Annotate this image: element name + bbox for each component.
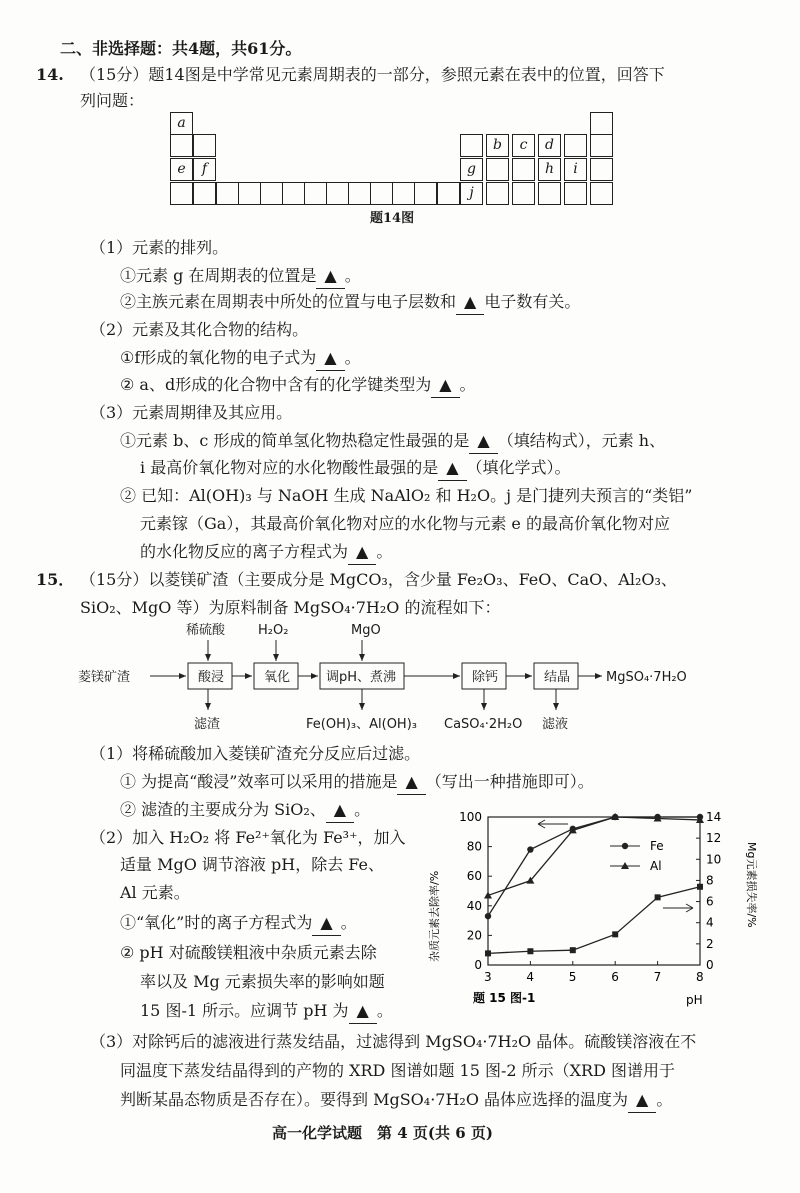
cell-i: i (564, 158, 587, 181)
y-right-tick-label: 12 (706, 831, 722, 846)
chart-ylabel-left: 杂质元素去除率/% (428, 870, 441, 962)
q15-part1-1 (120, 770, 594, 795)
cell-he (590, 112, 613, 135)
cell-r4-6 (282, 182, 305, 205)
flow-output-3: CaSO₄·2H₂O (444, 717, 523, 732)
cell-r4-9 (348, 182, 371, 205)
ph-effect-chart (418, 800, 763, 1010)
text: 的水化物反应的离子方程式为 (140, 542, 349, 561)
q15-part1-2 (120, 798, 370, 823)
y-right-tick-label: 6 (706, 894, 714, 909)
q14-part1-2 (120, 290, 580, 315)
flow-step-4: 除钙 (472, 670, 499, 685)
cell-r4-11 (392, 182, 415, 205)
q15-part3-l1: （3）对除钙后的滤液进行蒸发结晶，过滤得到 MgSO₄·7H₂O 晶体。硫酸镁溶液在不 (90, 1032, 697, 1051)
q14-intro-line1: （15分）题14图是中学常见元素周期表的一部分，参照元素在表中的位置，回答下 (80, 65, 665, 84)
period: 。 (340, 913, 357, 932)
process-flowchart (0, 620, 800, 738)
y-right-tick-label: 4 (706, 915, 714, 930)
text: ①“氧化”时的离子方程式为 (120, 913, 313, 932)
cell-r4-10 (370, 182, 393, 205)
cell-r4-16 (538, 182, 561, 205)
period: 。 (354, 800, 371, 819)
data-point-fe (527, 846, 533, 852)
cell-f: f (193, 158, 216, 181)
q15-part2-1 (120, 911, 357, 936)
q14-part2-1 (120, 346, 361, 371)
text: 电子数有关。 (484, 292, 581, 311)
answer-blank[interactable]: ▲ (326, 798, 354, 823)
period: 。 (344, 348, 361, 367)
data-point-mg (527, 948, 533, 954)
cell-r2-18 (590, 134, 613, 157)
series-line-fe (488, 817, 700, 916)
period: 。 (376, 1001, 393, 1020)
cell-r2-17 (564, 134, 587, 157)
series-line-mg (488, 887, 700, 954)
cell-c: c (512, 134, 535, 157)
q15-part3-l3 (120, 1088, 672, 1113)
flow-output-2: Fe(OH)₃、Al(OH)₃ (306, 717, 417, 732)
x-tick-label: 6 (611, 970, 619, 984)
x-tick-label: 8 (696, 970, 704, 984)
text: ② 滤渣的主要成分为 SiO₂、 (120, 800, 326, 819)
flow-step-5: 结晶 (544, 670, 571, 685)
text: （写出一种措施即可）。 (425, 772, 594, 791)
y-left-tick-label: 20 (466, 928, 482, 943)
cell-r4-5 (260, 182, 283, 205)
chart-ylabel-right: Mg元素损失率/% (745, 842, 758, 928)
cell-b: b (486, 134, 509, 157)
q15-part2-l1: （2）加入 H₂O₂ 将 Fe²⁺氧化为 Fe³⁺，加入 (90, 828, 406, 847)
q14-part1: （1）元素的排列。 (90, 238, 229, 257)
q14-part2: （2）元素及其化合物的结构。 (90, 320, 309, 339)
answer-blank[interactable]: ▲ (348, 540, 376, 565)
x-tick-label: 5 (568, 970, 577, 984)
right-axis-arrow (663, 904, 693, 912)
cell-r4-15 (512, 182, 535, 205)
cell-r4-4 (238, 182, 261, 205)
q15-part3-l2: 同温度下蒸发结晶得到的产物的 XRD 图谱如题 15 图-2 所示（XRD 图谱用于 (120, 1061, 675, 1080)
q15-intro-line1: （15分）以菱镁矿渣（主要成分是 MgCO₃，含少量 Fe₂O₃、FeO、CaO、Al₂O₃、 (80, 570, 677, 589)
q15-number: 15． (36, 570, 75, 589)
y-left-tick-label: 40 (466, 898, 482, 913)
legend-fe-marker (622, 843, 628, 849)
y-left-tick-label: 0 (474, 958, 482, 972)
cell-r4-18 (590, 182, 613, 205)
data-point-mg (485, 950, 491, 956)
data-point-mg (570, 947, 576, 953)
q15-intro-line2: SiO₂、MgO 等）为原料制备 MgSO₄·7H₂O 的流程如下： (80, 598, 501, 617)
y-right-tick-label: 2 (706, 936, 714, 951)
cell-r4-2 (193, 182, 216, 205)
cell-a: a (170, 112, 193, 135)
q14-part3-2: ② 已知：Al(OH)₃ 与 NaOH 生成 NaAlO₂ 和 H₂O。j 是门捷列夫预言的“类铝” (120, 486, 693, 505)
cell-r4-7 (304, 182, 327, 205)
cell-r2-13 (460, 134, 483, 157)
flow-input-1: 稀硫酸 (186, 623, 226, 638)
cell-e: e (170, 158, 193, 181)
answer-blank[interactable]: ▲ (312, 911, 340, 936)
q14-part3: （3）元素周期律及其应用。 (90, 403, 293, 422)
flow-input-3: MgO (351, 623, 381, 638)
cell-r4-12 (414, 182, 437, 205)
text: ①元素 b、c 形成的简单氢化物热稳定性最强的是 (120, 431, 470, 450)
cell-h: h (538, 158, 561, 181)
q14-intro-line2: 列问题： (80, 91, 145, 110)
data-point-fe (485, 913, 491, 919)
q14-part3-2-l2: 元素镓（Ga），其最高价氧化物对应的水化物与元素 e 的最高价氧化物对应 (140, 514, 670, 533)
y-left-tick-label: 100 (459, 810, 482, 824)
page-footer: 高一化学试题 第 4 页(共 6 页) (272, 1124, 493, 1142)
legend-al-label: Al (650, 859, 662, 873)
cell-r4-1 (170, 182, 193, 205)
answer-blank[interactable]: ▲ (438, 456, 466, 481)
q15-part2-2-l3 (140, 999, 393, 1024)
chart-xlabel: pH (686, 993, 703, 1007)
text: 判断某晶态物质是否存在）。要得到 MgSO₄·7H₂O 晶体应选择的温度为 (120, 1090, 629, 1109)
table-caption: 题14图 (370, 211, 415, 226)
text: ①元素 g 在周期表的位置是 (120, 266, 317, 285)
answer-blank[interactable]: ▲ (431, 373, 459, 398)
y-right-tick-label: 14 (706, 810, 722, 824)
cell-r3-15 (512, 158, 535, 181)
q14-number: 14. (36, 65, 64, 84)
period: 。 (376, 542, 393, 561)
q14-part2-2 (120, 373, 476, 398)
flow-step-1: 酸浸 (198, 670, 225, 685)
period: 。 (656, 1090, 673, 1109)
flow-output-1: 滤渣 (194, 717, 221, 732)
y-right-tick-label: 0 (706, 958, 714, 972)
cell-r3-14 (486, 158, 509, 181)
cell-r4-12b (437, 182, 460, 205)
q15-part2-l2: 适量 MgO 调节溶液 pH，除去 Fe、 (120, 855, 384, 874)
flow-input-2: H₂O₂ (258, 623, 289, 638)
text: （填化学式）。 (466, 458, 571, 477)
x-tick-label: 7 (653, 970, 662, 984)
flow-start: 菱镁矿渣 (78, 670, 131, 685)
cell-g: g (460, 158, 483, 181)
text: i 最高价氧化物对应的水化物酸性最强的是 (140, 458, 439, 477)
text: 15 图-1 所示。应调节 pH 为 (140, 1001, 349, 1020)
x-tick-label: 3 (484, 970, 492, 984)
y-left-tick-label: 60 (466, 869, 482, 884)
left-axis-arrow (538, 820, 568, 828)
q15-part2-2: ② pH 对硫酸镁粗液中杂质元素去除 (120, 943, 377, 962)
y-left-tick-label: 80 (466, 839, 482, 854)
data-point-mg (612, 931, 618, 937)
text: ② a、d形成的化合物中含有的化学键类型为 (120, 375, 432, 394)
answer-blank[interactable]: ▲ (469, 429, 497, 454)
answer-blank[interactable]: ▲ (397, 770, 425, 795)
cell-j: j (460, 182, 483, 205)
period: 。 (344, 266, 361, 285)
q15-part2-2-l2: 率以及 Mg 元素损失率的影响如题 (140, 972, 385, 991)
y-right-tick-label: 8 (706, 873, 714, 888)
q14-part3-1-cont (140, 456, 571, 481)
cell-r2-2 (193, 134, 216, 157)
cell-r4-14 (486, 182, 509, 205)
cell-r4-8 (326, 182, 349, 205)
cell-r3-18 (590, 158, 613, 181)
cell-r4-3 (216, 182, 239, 205)
text: （填结构式），元素 h、 (497, 431, 666, 450)
q15-part1: （1）将稀硫酸加入菱镁矿渣充分反应后过滤。 (90, 744, 421, 763)
cell-r4-17 (564, 182, 587, 205)
answer-blank[interactable]: ▲ (628, 1088, 656, 1113)
period: 。 (459, 375, 476, 394)
flow-step-2: 氧化 (264, 670, 291, 685)
x-tick-label: 4 (526, 970, 535, 984)
section-header: 二、非选择题：共4题，共61分。 (60, 39, 302, 58)
text: ① 为提高“酸浸”效率可以采用的措施是 (120, 772, 398, 791)
cell-d: d (538, 134, 561, 157)
answer-blank[interactable]: ▲ (316, 346, 344, 371)
answer-blank[interactable]: ▲ (349, 999, 377, 1024)
flow-product: MgSO₄·7H₂O (606, 670, 687, 685)
flow-output-4: 滤液 (542, 717, 569, 732)
q14-part3-2-l3 (140, 540, 392, 565)
q14-part1-1 (120, 264, 361, 289)
answer-blank[interactable]: ▲ (456, 290, 484, 315)
series-line-al (488, 817, 700, 895)
data-point-mg (655, 894, 661, 900)
answer-blank[interactable]: ▲ (316, 264, 344, 289)
flow-step-3: 调pH、煮沸 (326, 670, 397, 685)
chart-title: 题 15 图-1 (473, 991, 536, 1005)
text: ①f形成的氧化物的电子式为 (120, 348, 317, 367)
q15-part2-l3: Al 元素。 (120, 883, 190, 902)
text: ②主族元素在周期表中所处的位置与电子层数和 (120, 292, 457, 311)
legend-fe-label: Fe (650, 839, 664, 853)
data-point-mg (697, 884, 703, 890)
cell-r2-1 (170, 134, 193, 157)
q14-part3-1 (120, 429, 665, 454)
y-right-tick-label: 10 (706, 852, 722, 867)
